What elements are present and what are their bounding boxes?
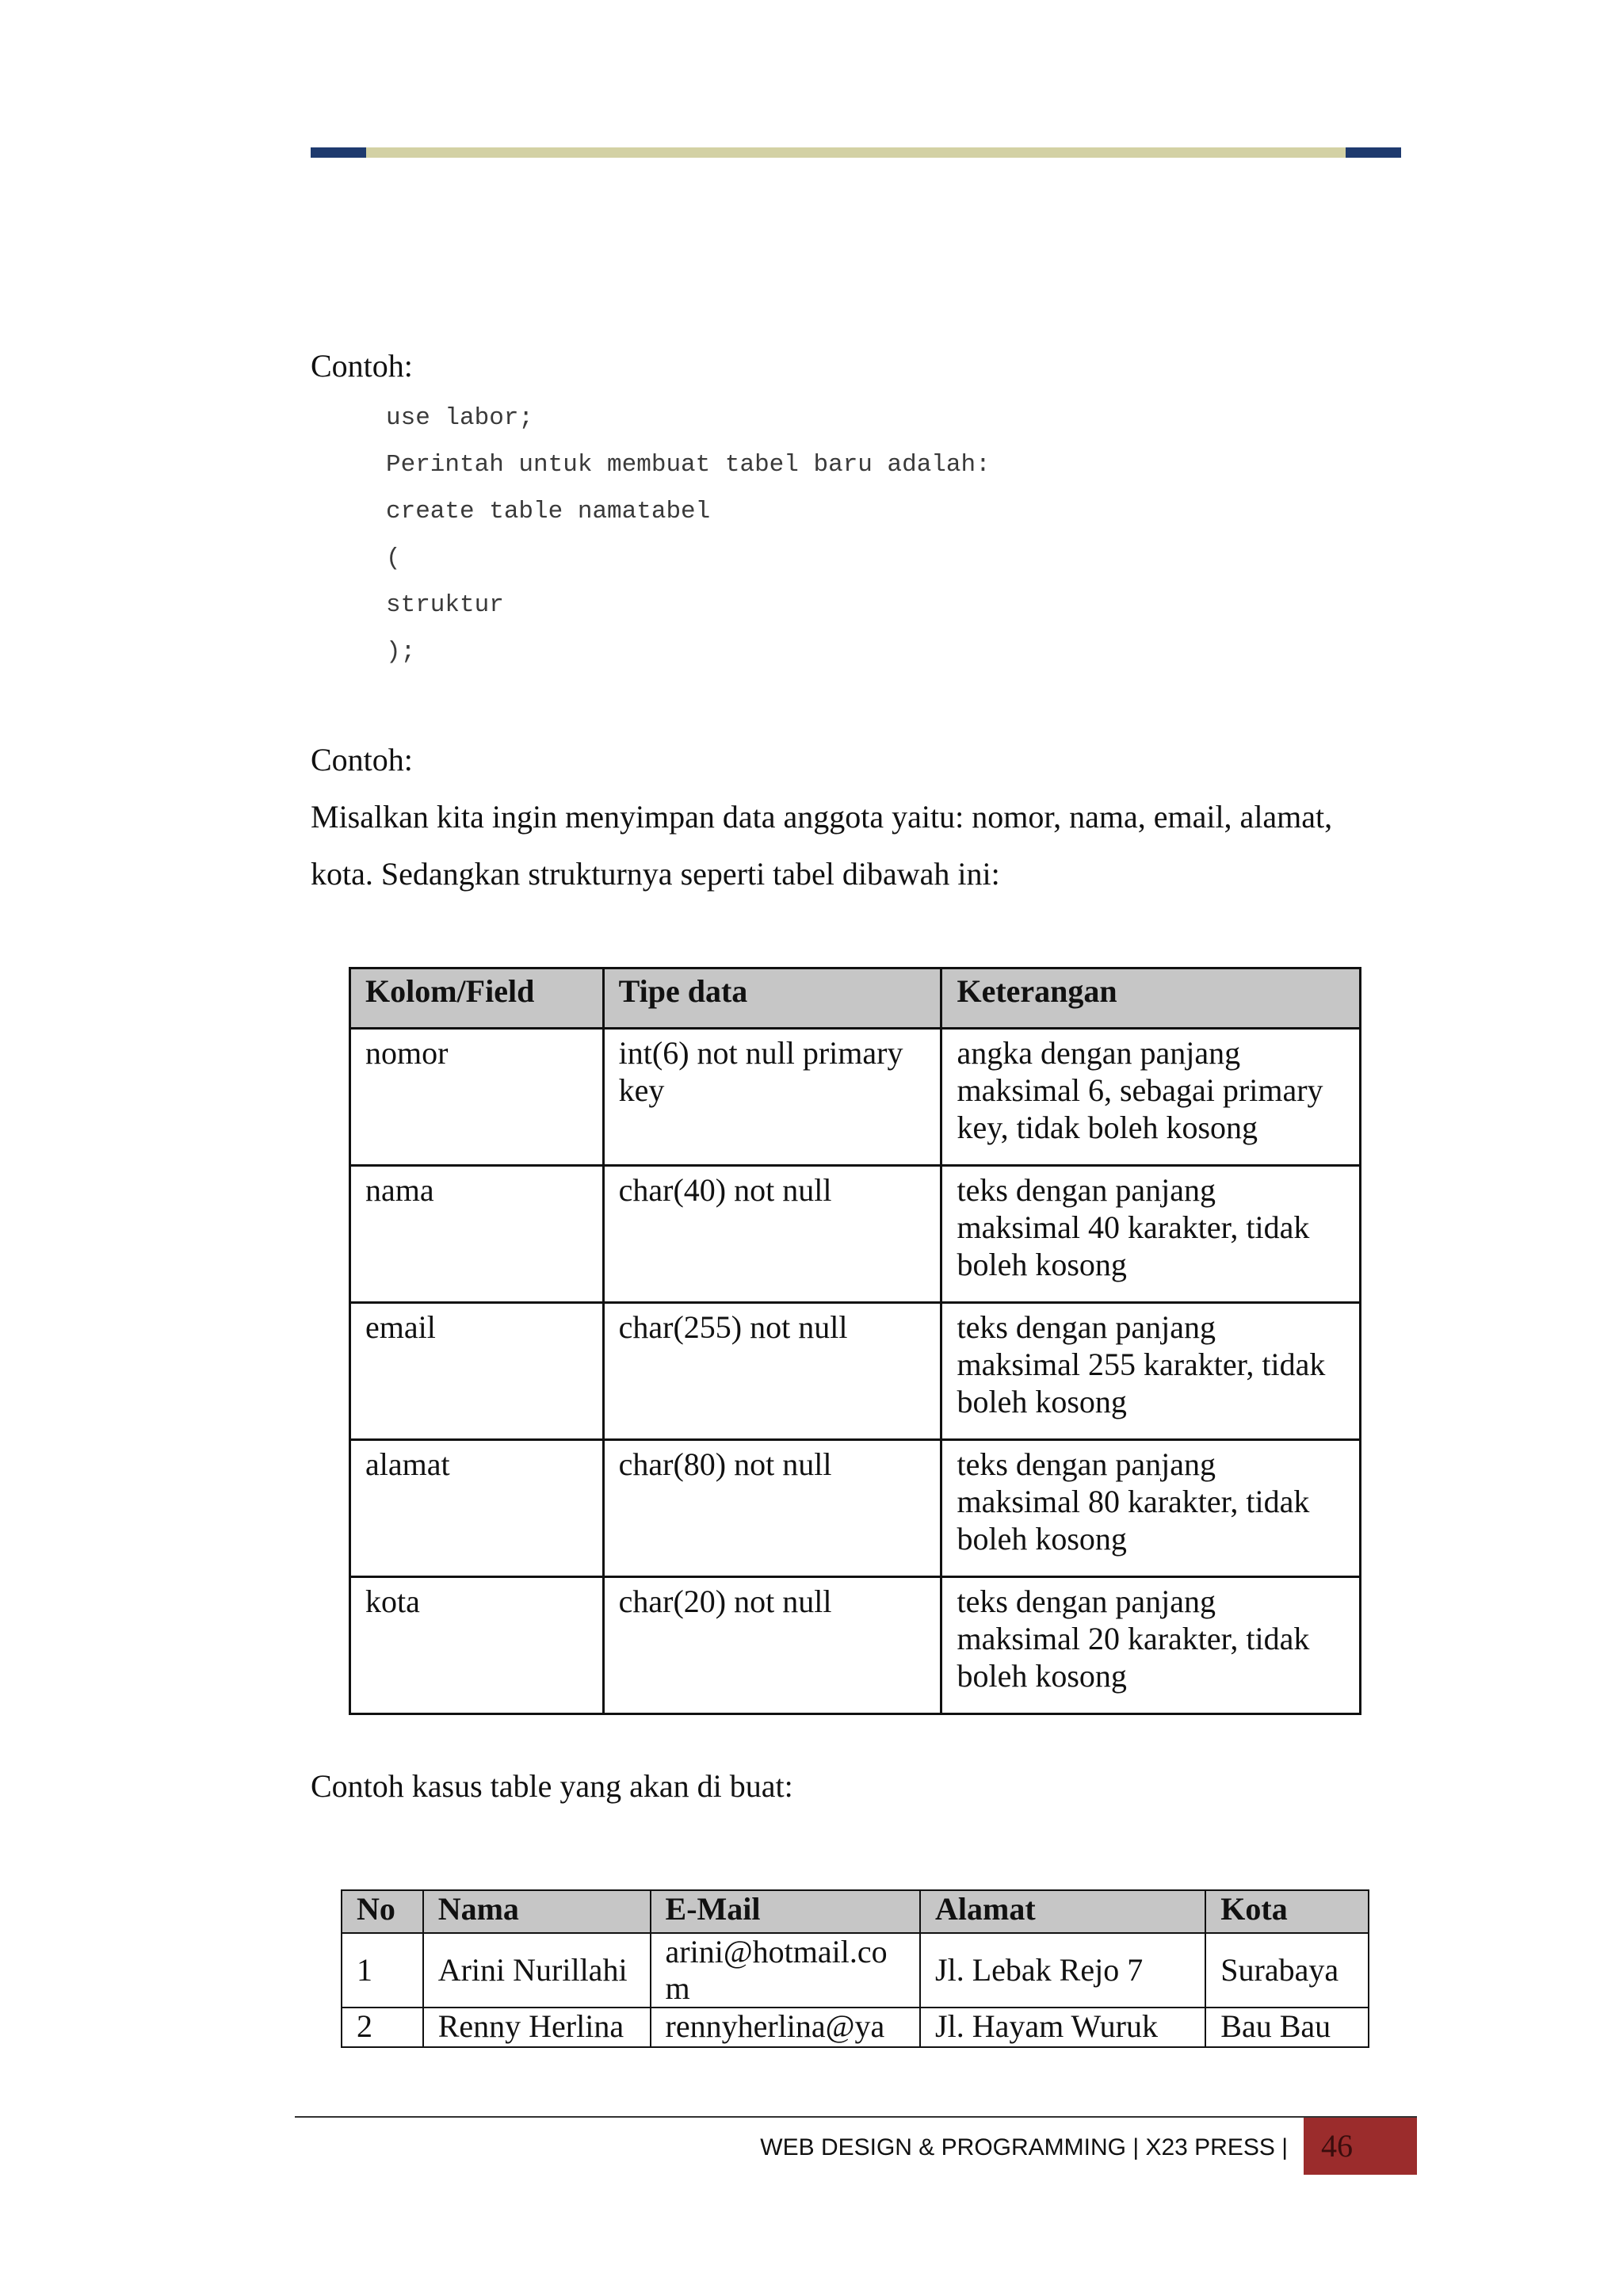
- sample-data-table: [341, 1889, 1369, 2048]
- table-cell: Bau Bau: [1205, 2008, 1369, 2047]
- code-line: Perintah untuk membuat tabel baru adalah:: [386, 451, 991, 479]
- table-row: [350, 1166, 1361, 1303]
- table-cell: Renny Herlina: [423, 2008, 651, 2047]
- table-cell: arini@hotmail.com: [651, 1933, 921, 2008]
- table-cell: teks dengan panjang maksimal 20 karakter, tidak boleh kosong: [941, 1577, 1361, 1714]
- table-row: [342, 1933, 1369, 2008]
- column-header: No: [342, 1890, 423, 1933]
- code-line: create table namatabel: [386, 498, 711, 525]
- table-row: [350, 1577, 1361, 1714]
- code-line: struktur: [386, 591, 504, 619]
- header-rule-right-accent: [1346, 147, 1401, 158]
- table-row: [342, 2008, 1369, 2047]
- table-cell: alamat: [350, 1440, 604, 1577]
- table-cell: Surabaya: [1205, 1933, 1369, 2008]
- table-cell: teks dengan panjang maksimal 80 karakter, tidak boleh kosong: [941, 1440, 1361, 1577]
- column-header: Kolom/Field: [350, 968, 604, 1029]
- paragraph-line: Misalkan kita ingin menyimpan data anggota yaitu: nomor, nama, email, alamat,: [311, 799, 1333, 835]
- column-header: E-Mail: [651, 1890, 921, 1933]
- column-header: Nama: [423, 1890, 651, 1933]
- column-header: Alamat: [920, 1890, 1205, 1933]
- section2-label: Contoh:: [311, 742, 413, 777]
- code-block: [386, 395, 991, 675]
- paragraph-line: kota. Sedangkan strukturnya seperti tabel dibawah ini:: [311, 856, 1000, 892]
- table-cell: angka dengan panjang maksimal 6, sebagai primary key, tidak boleh kosong: [941, 1029, 1361, 1166]
- section3-label: Contoh kasus table yang akan di buat:: [311, 1768, 793, 1804]
- table-cell: nomor: [350, 1029, 604, 1166]
- table-row: [350, 1303, 1361, 1440]
- table-cell: 2: [342, 2008, 423, 2047]
- table-cell: char(80) not null: [603, 1440, 941, 1577]
- table-cell: kota: [350, 1577, 604, 1714]
- header-rule-left-accent: [311, 147, 366, 158]
- table-row: [350, 1440, 1361, 1577]
- table-cell: int(6) not null primary key: [603, 1029, 941, 1166]
- column-header: Kota: [1205, 1890, 1369, 1933]
- table-cell: teks dengan panjang maksimal 40 karakter, tidak boleh kosong: [941, 1166, 1361, 1303]
- table-cell: rennyherlina@ya: [651, 2008, 921, 2047]
- table-cell: 1: [342, 1933, 423, 2008]
- table-row: [350, 1029, 1361, 1166]
- footer-rule: [295, 2116, 1417, 2118]
- footer-text: WEB DESIGN & PROGRAMMING | X23 PRESS |: [760, 2134, 1288, 2160]
- table-header-row: [350, 968, 1361, 1029]
- column-header: Tipe data: [603, 968, 941, 1029]
- table-cell: Jl. Lebak Rejo 7: [920, 1933, 1205, 2008]
- table-cell: Jl. Hayam Wuruk: [920, 2008, 1205, 2047]
- table-cell: nama: [350, 1166, 604, 1303]
- table-cell: char(20) not null: [603, 1577, 941, 1714]
- structure-table: [349, 967, 1361, 1715]
- table-cell: char(40) not null: [603, 1166, 941, 1303]
- table-cell: Arini Nurillahi: [423, 1933, 651, 2008]
- page-number: 46: [1304, 2118, 1417, 2175]
- table-header-row: [342, 1890, 1369, 1933]
- section1-label: Contoh:: [311, 348, 413, 384]
- code-line: (: [386, 544, 401, 572]
- table-cell: email: [350, 1303, 604, 1440]
- column-header: Keterangan: [941, 968, 1361, 1029]
- code-line: );: [386, 638, 416, 666]
- table-cell: char(255) not null: [603, 1303, 941, 1440]
- table-cell: teks dengan panjang maksimal 255 karakter, tidak boleh kosong: [941, 1303, 1361, 1440]
- code-line: use labor;: [386, 404, 534, 432]
- header-rule: [366, 147, 1346, 158]
